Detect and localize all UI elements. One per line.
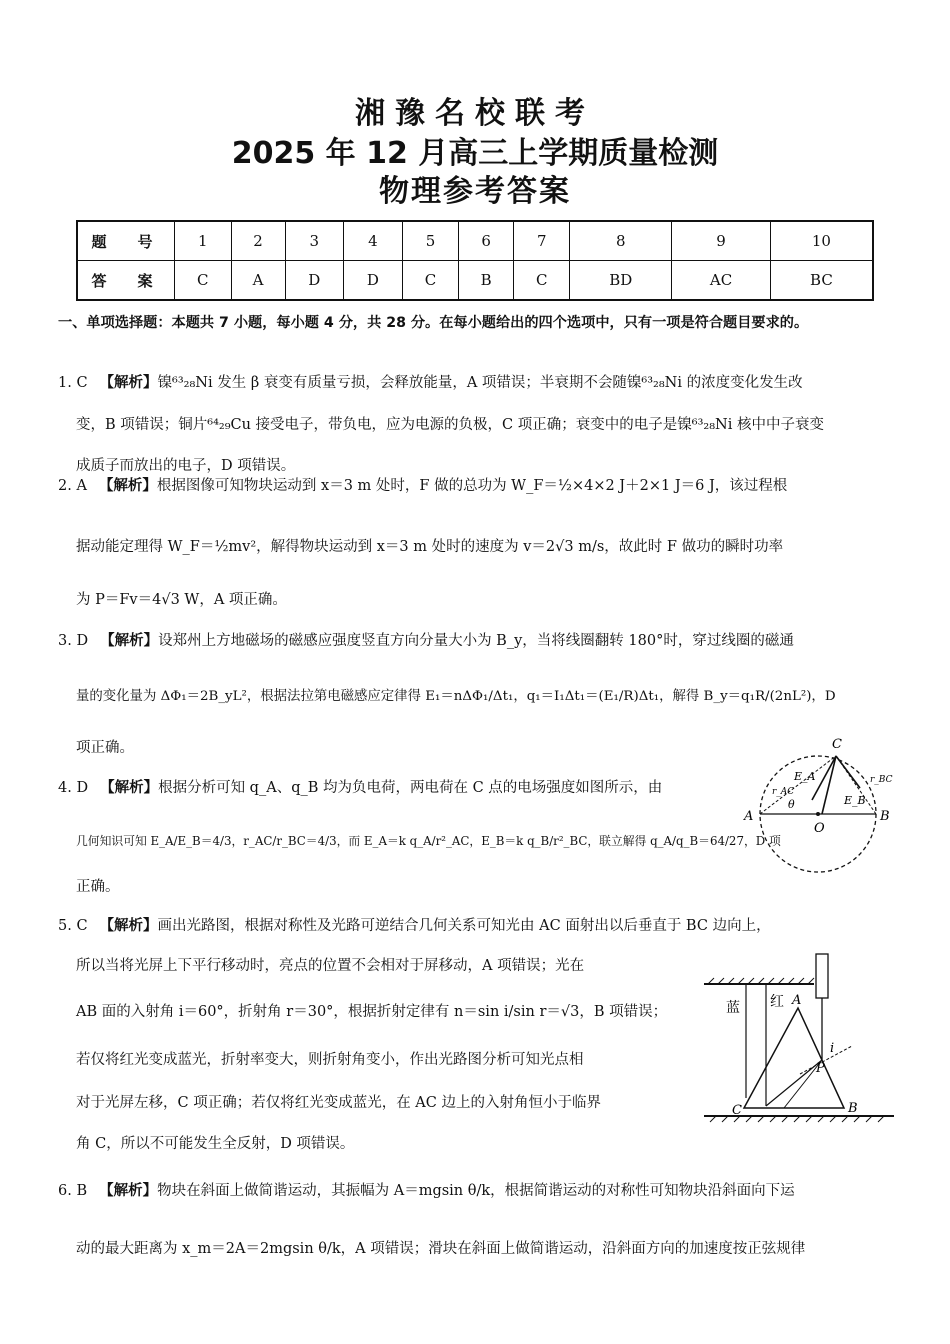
item-number: 4. D [58,780,89,796]
label-red: 红 [770,994,784,1010]
question-number: 2 [231,221,285,261]
item-number: 2. A [58,478,87,494]
question-number: 3 [285,221,344,261]
line-text: 根据分析可知 q_A、q_B 均为负电荷，两电荷在 C 点的电场强度如图所示，由 [158,780,663,796]
question-number: 10 [770,221,873,261]
answer-cell: C [402,261,459,301]
answer-row [77,261,873,301]
item-number: 1. C [58,375,88,391]
label-c: C [832,737,842,752]
solution-line [58,917,771,935]
electric-field-diagram [738,730,898,880]
analysis-tag: 【解析】 [99,1183,158,1199]
answer-table [76,220,874,301]
question-number: 7 [513,221,570,261]
item-number: 3. D [58,633,89,649]
line-text: 画出光路图，根据对称性及光路可逆结合几何关系可知光由 AC 面射出以后垂直于 BC 边向上， [157,918,771,934]
line-text: 镍⁶³₂₈Ni 发生 β 衰变有质量亏损，会释放能量，A 项错误；半衰期不会随镍⁶³₂₈Ni 的浓度变化发生改 [157,375,803,391]
question-number: 1 [175,221,232,261]
solution-line: 角 C，所以不可能发生全反射，D 项错误。 [76,1136,355,1152]
answer-cell: C [175,261,232,301]
question-number: 6 [459,221,514,261]
label-blue: 蓝 [726,1000,740,1016]
row-label: 答 案 [77,261,175,301]
center-point [816,812,820,816]
answer-cell: BD [570,261,672,301]
solution-line: 若仅将红光变成蓝光，折射率变大，则折射角变小，作出光路图分析可知光点相 [76,1052,584,1068]
solution-line [58,374,803,392]
question-number: 8 [570,221,672,261]
label-rbc: r_BC [870,775,893,785]
answer-cell: AC [672,261,771,301]
analysis-tag: 【解析】 [100,633,159,649]
solution-line [58,1182,795,1200]
answer-cell: BC [770,261,873,301]
answer-cell: A [231,261,285,301]
solution-line: 项正确。 [76,740,134,756]
label-eb: E_B [844,794,866,807]
solution-line: 为 P＝Fv＝4√3 W，A 项正确。 [76,592,287,608]
answer-cell: D [285,261,344,301]
solution-line [58,477,787,495]
line-text: 根据图像可知物块运动到 x＝3 m 处时，F 做的总功为 W_F＝½×4×2 J＋2×1 J＝6 J，该过程根 [156,478,788,494]
item-number: 5. C [58,918,88,934]
question-row [77,221,873,261]
label-p: P [816,1061,825,1076]
line-text: 设郑州上方地磁场的磁感应强度竖直方向分量大小为 B_y，当将线圈翻转 180°时，穿过线圈的磁通 [158,633,794,649]
label-o: O [814,821,825,836]
school-title: 湘豫名校联考 [355,96,595,131]
solution-line: 成质子而放出的电子，D 项错误。 [76,458,296,474]
solution-line: 几何知识可知 E_A/E_B＝4/3，r_AC/r_BC＝4/3，而 E_A＝k q_A/r²_AC，E_B＝k q_B/r²_BC，联立解得 q_A/q_B＝64/27，D 项 [76,834,781,848]
field-ea-arrow [812,756,836,800]
label-a: A [792,993,802,1008]
answer-cell: B [459,261,514,301]
label-b: B [848,1101,858,1116]
label-rac: r_AC [772,787,795,797]
section-heading: 一、单项选择题：本题共 7 小题，每小题 4 分，共 28 分。在每小题给出的四个选项中，只有一项是符合题目要求的。 [58,315,809,331]
label-b: B [880,809,890,824]
solution-line: AB 面的入射角 i＝60°，折射角 r＝30°，根据折射定律有 n＝sin i/sin r＝√3，B 项错误； [76,1004,668,1020]
solution-line: 所以当将光屏上下平行移动时，亮点的位置不会相对于屏移动，A 项错误；光在 [76,958,585,974]
solution-line [58,779,662,797]
answer-cell: D [344,261,403,301]
analysis-tag: 【解析】 [99,918,158,934]
solution-line: 据动能定理得 W_F＝½mv²，解得物块运动到 x＝3 m 处时的速度为 v＝2√3 m/s，故此时 F 做功的瞬时功率 [76,539,784,555]
prism [744,1008,844,1108]
refracted-ray [766,1060,822,1106]
question-number: 9 [672,221,771,261]
analysis-tag: 【解析】 [98,478,157,494]
question-number: 5 [402,221,459,261]
label-i: i [830,1041,835,1056]
exam-title: 2025 年 12 月高三上学期质量检测 [231,136,719,171]
solution-line: 对于光屏左移，C 项正确；若仅将红光变成蓝光，在 AC 边上的入射角恒小于临界 [76,1095,601,1111]
label-a: A [744,809,754,824]
solution-line: 变，B 项错误；铜片⁶⁴₂₉Cu 接受电子，带负电，应为电源的负极，C 项正确；衰变中的电子是镍⁶³₂₈Ni 核中中子衰变 [76,417,824,433]
doc-title: 物理参考答案 [379,174,571,209]
question-number: 4 [344,221,403,261]
label-theta: θ [788,798,795,811]
line-text: 物块在斜面上做简谐运动，其振幅为 A＝mgsin θ/k，根据简谐运动的对称性可知物块沿斜面向下运 [157,1183,795,1199]
row-label: 题 号 [77,221,175,261]
answer-cell: C [513,261,570,301]
prism-light-path-diagram [704,948,894,1128]
analysis-tag: 【解析】 [100,780,159,796]
solution-line: 正确。 [76,879,120,895]
laser-pen [816,954,828,998]
solution-line: 量的变化量为 ΔΦ₁＝2B_yL²，根据法拉第电磁感应定律得 E₁＝nΔΦ₁/Δt₁，q₁＝I₁Δt₁＝(E₁/R)Δt₁，解得 B_y＝q₁R/(2nL²)，D [76,689,836,704]
label-c: C [732,1103,742,1118]
analysis-tag: 【解析】 [99,375,158,391]
field-eb-arrow [836,756,860,788]
solution-line: 动的最大距离为 x_m＝2A＝2mgsin θ/k，A 项错误；滑块在斜面上做简谐运动，沿斜面方向的加速度按正弦规律 [76,1241,806,1257]
solution-line [58,632,794,650]
label-ea: E_A [794,770,816,783]
item-number: 6. B [58,1183,88,1199]
